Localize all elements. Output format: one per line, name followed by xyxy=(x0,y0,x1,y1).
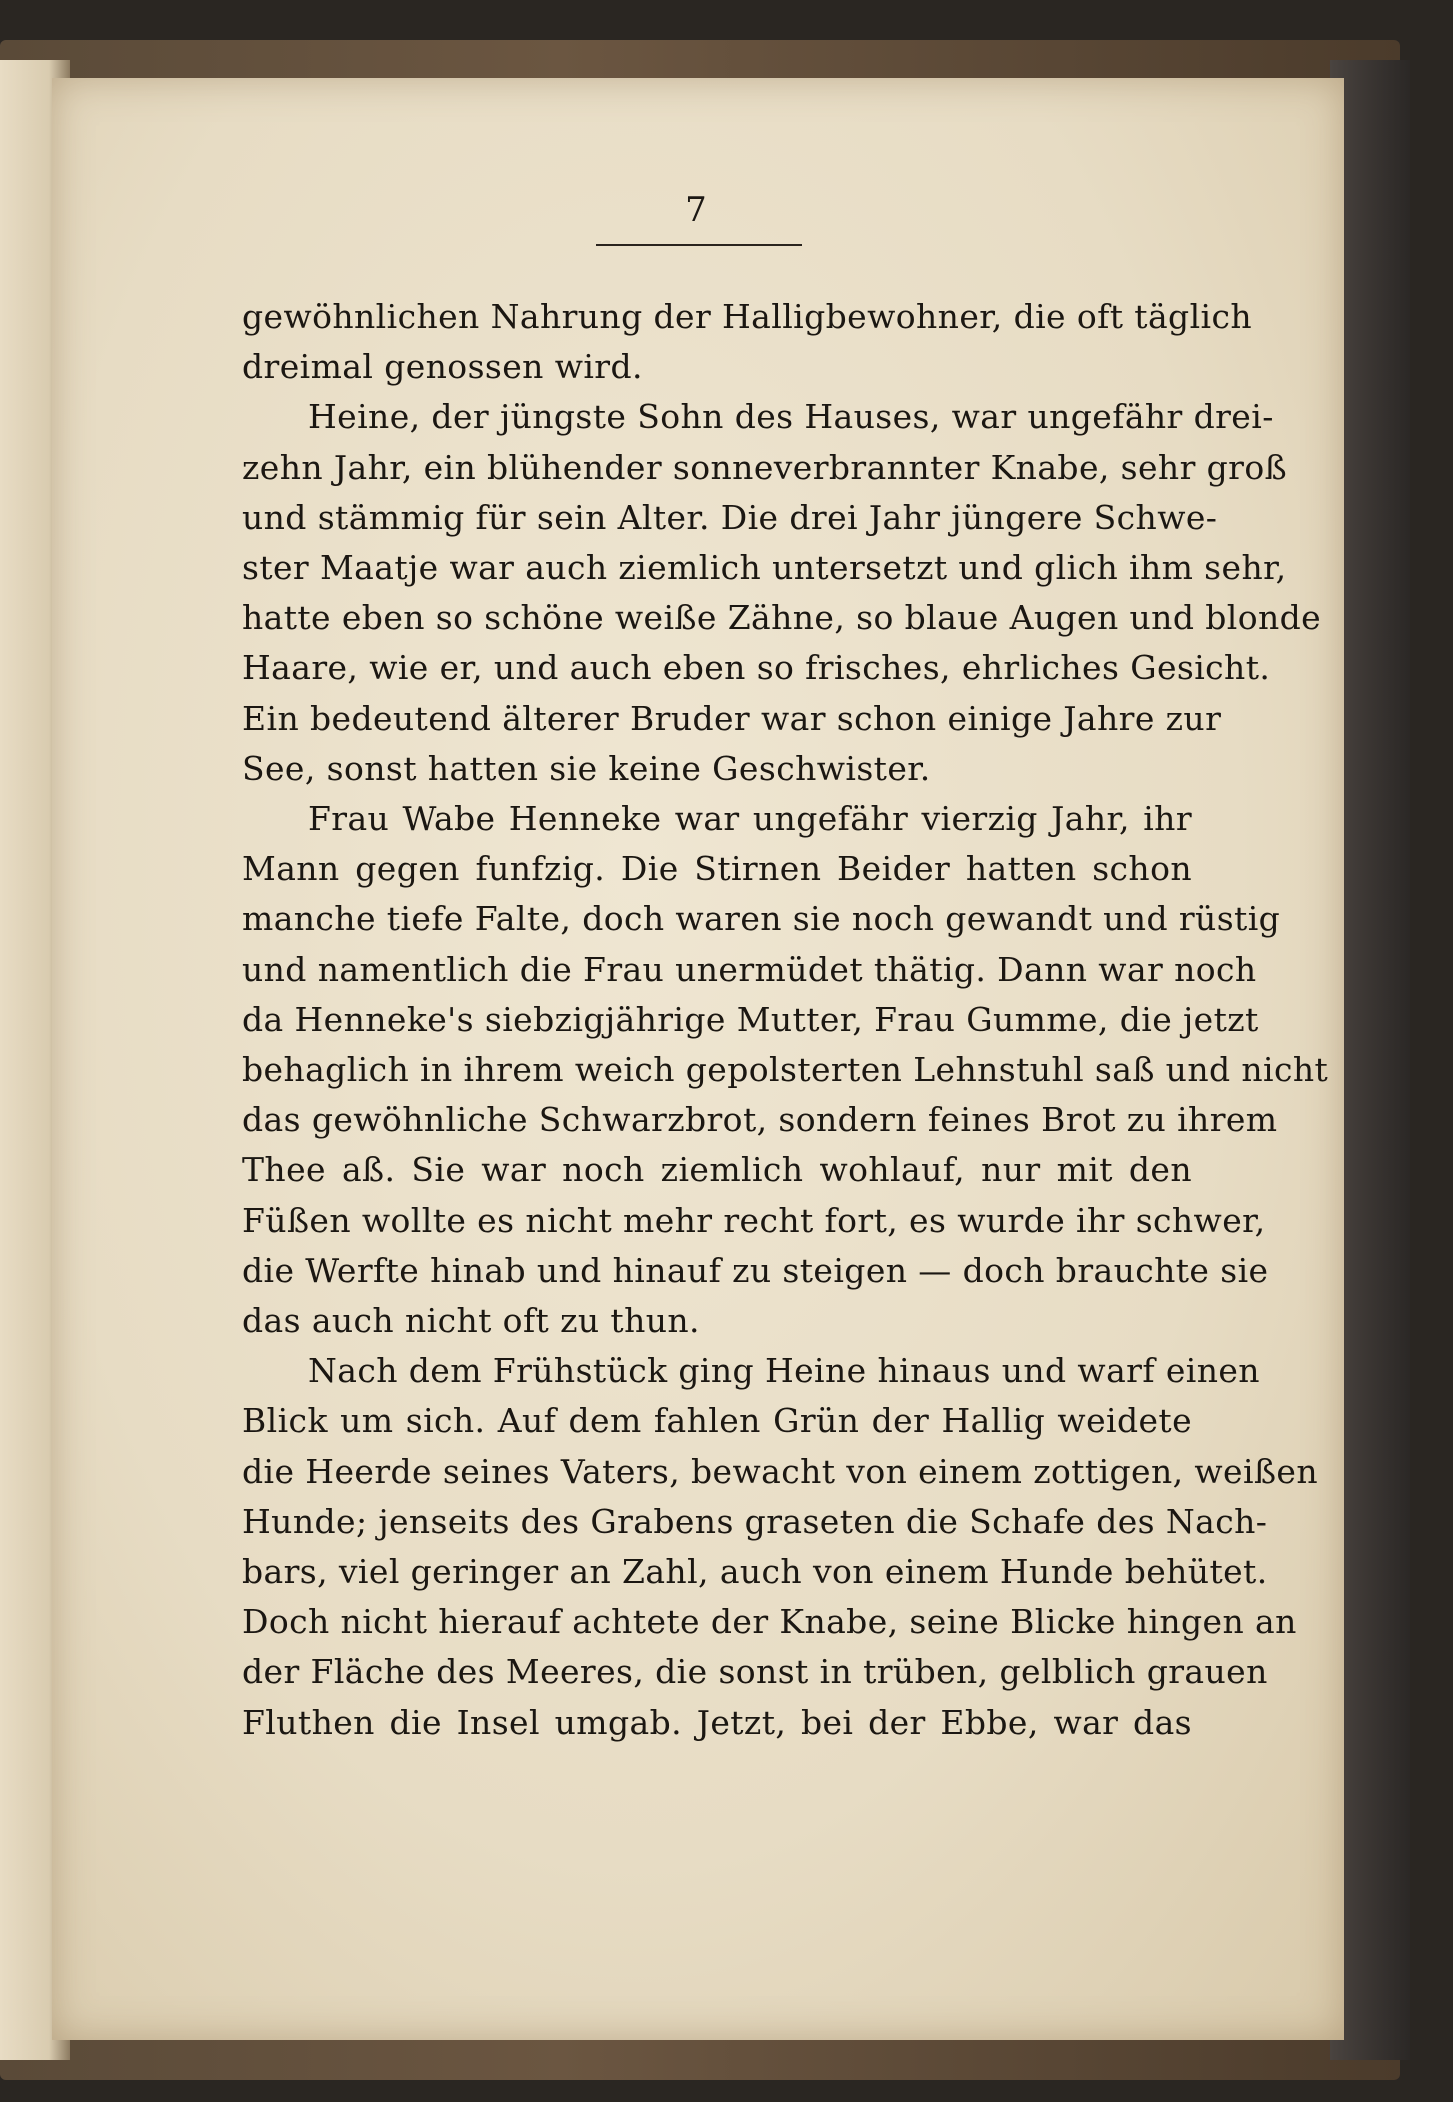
text-line: da Henneke's siebzigjährige Mutter, Frau Gumme, die jetzt xyxy=(242,999,1259,1039)
text-line: die Werfte hinab und hinauf zu steigen — doch brauchte sie xyxy=(242,1250,1269,1290)
text-line: die Heerde seines Vaters, bewacht von einem zottigen, weißen xyxy=(242,1451,1318,1491)
text-line: Hunde; jenseits des Grabens graseten die Schafe des Nach- xyxy=(242,1501,1268,1541)
text-line: das auch nicht oft zu thun. xyxy=(242,1301,700,1341)
text-line: Blick um sich. Auf dem fahlen Grün der Hallig weidete xyxy=(242,1401,1192,1441)
header-rule xyxy=(596,244,802,246)
text-line: Doch nicht hierauf achtete der Knabe, seine Blicke hingen an xyxy=(242,1602,1297,1642)
text-line: manche tiefe Falte, doch waren sie noch gewandt und rüstig xyxy=(242,899,1281,939)
text-line: und stämmig für sein Alter. Die drei Jahr jüngere Schwe- xyxy=(242,497,1218,537)
text-line: der Fläche des Meeres, die sonst in trüben, gelblich grauen xyxy=(242,1652,1268,1692)
text-line: ster Maatje war auch ziemlich untersetzt und glich ihm sehr, xyxy=(242,548,1287,588)
text-line: Haare, wie er, und auch eben so frisches, ehrliches Gesicht. xyxy=(242,648,1271,688)
text-line: Frau Wabe Henneke war ungefähr vierzig Jahr, ihr xyxy=(308,799,1192,839)
text-line: behaglich in ihrem weich gepolsterten Lehnstuhl saß und nicht xyxy=(242,1050,1329,1090)
text-line: hatte eben so schöne weiße Zähne, so blaue Augen und blonde xyxy=(242,598,1322,638)
text-line: gewöhnlichen Nahrung der Halligbewohner, die oft täglich xyxy=(242,297,1253,336)
text-line: Thee aß. Sie war noch ziemlich wohlauf, nur mit den xyxy=(242,1150,1192,1190)
text-line: Nach dem Frühstück ging Heine hinaus und warf einen xyxy=(308,1351,1260,1391)
text-line: das gewöhnliche Schwarzbrot, sondern feines Brot zu ihrem xyxy=(242,1100,1278,1140)
page-number: 7 xyxy=(685,190,707,230)
text-line: zehn Jahr, ein blühender sonneverbrannter Knabe, sehr groß xyxy=(242,447,1288,487)
text-line: bars, viel geringer an Zahl, auch von einem Hunde behütet. xyxy=(242,1552,1268,1592)
text-line: dreimal genossen wird. xyxy=(242,347,643,387)
body-text xyxy=(242,292,1329,1748)
text-line: Ein bedeutend älterer Bruder war schon einige Jahre zur xyxy=(242,698,1222,738)
text-line: Mann gegen funfzig. Die Stirnen Beider hatten schon xyxy=(242,849,1192,889)
text-line: und namentlich die Frau unermüdet thätig. Dann war noch xyxy=(242,949,1257,989)
text-line: Füßen wollte es nicht mehr recht fort, es wurde ihr schwer, xyxy=(242,1200,1266,1240)
text-line: See, sonst hatten sie keine Geschwister. xyxy=(242,748,931,788)
text-line: Fluthen die Insel umgab. Jetzt, bei der Ebbe, war das xyxy=(242,1702,1192,1742)
text-line: Heine, der jüngste Sohn des Hauses, war ungefähr drei- xyxy=(308,397,1274,437)
